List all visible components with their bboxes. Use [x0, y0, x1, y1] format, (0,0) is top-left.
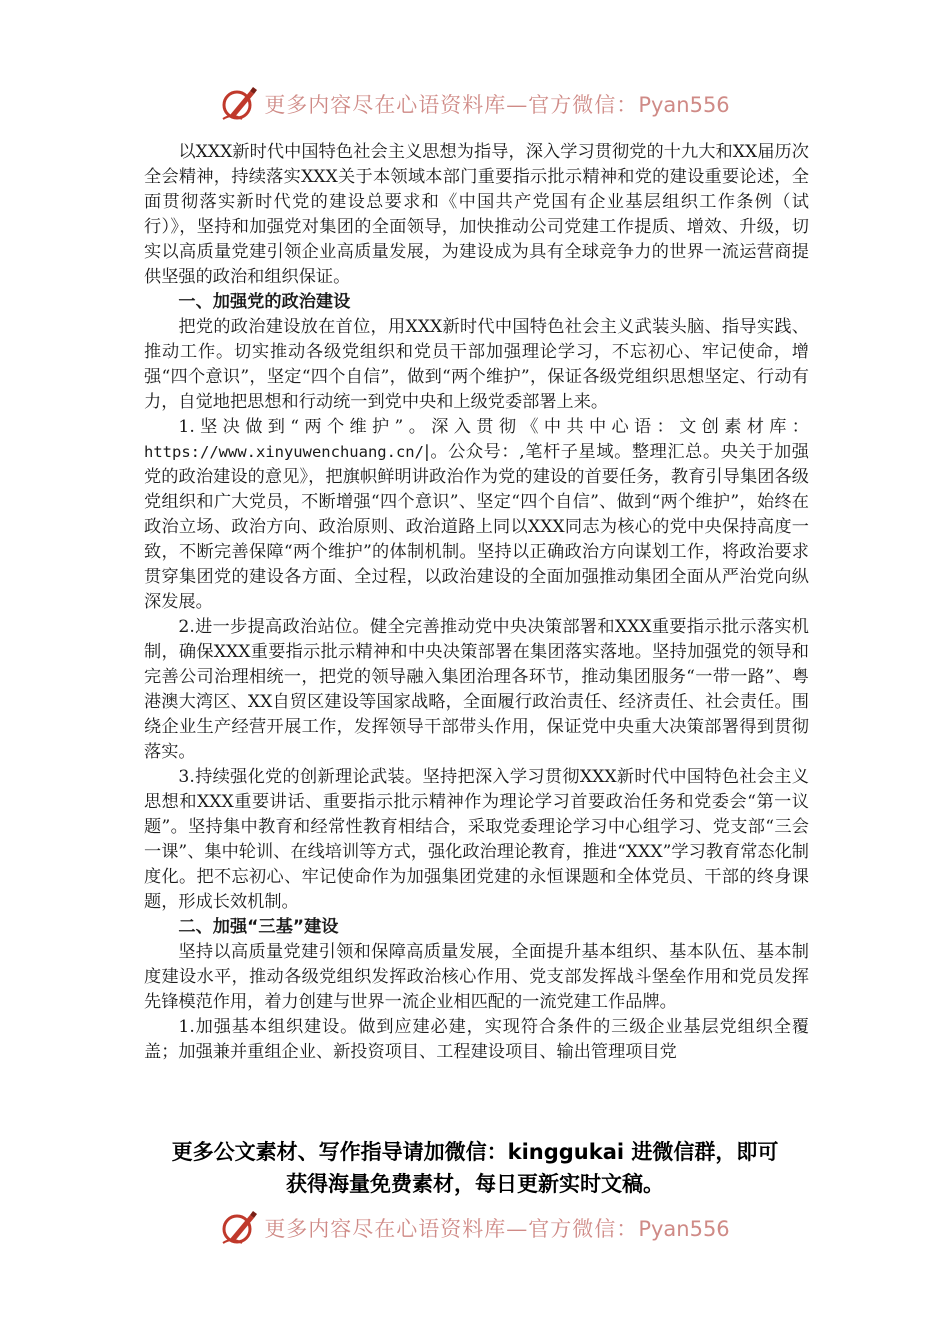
section-1-item-1 [144, 415, 809, 615]
source-url-link[interactable]: https://www.xinyuwenchuang.cn/ [144, 443, 424, 461]
banner-text-cn: 更多内容尽在心语资料库—官方微信： [264, 93, 639, 117]
footer-banner-text [264, 1213, 729, 1243]
section-2-heading: 二、加强“三基”建设 [178, 917, 339, 937]
section-1-item-2: 2.进一步提高政治站位。健全完善推动党中央决策部署和XXX重要指示批示落实机制，确保XXX重要指示批示精神和中央决策部署在集团落实落地。坚持加强党的领导和完善公司治理相统一，把党的领导融入集团治理各环节，推动集团服务“一带一路”、粤港澳大湾区、XX自贸区建设等国家战略，全面履行政治责任、经济责任、社会责任。围绕企业生产经营开展工作，发挥领导干部带头作用，保证党中央重大决策部署得到贯彻落实。 [144, 617, 809, 762]
banner-wechat-id: Pyan556 [638, 93, 730, 117]
promo-line-1: 更多公文素材、写作指导请加微信：kinggukai 进微信群，即可 [171, 1140, 779, 1164]
banner-wechat-id: Pyan556 [638, 1217, 730, 1241]
pen-logo-icon [220, 85, 260, 123]
footer-banner [0, 1208, 950, 1248]
section-1-item-1-rest: |。公众号：,笔杆子星域。整理汇总。央关于加强党的政治建设的意见》，把旗帜鲜明讲政治作为党的建设的首要任务，教育引导集团各级党组织和广大党员，不断增强“四个意识”、坚定“四个自信”、做到“两个维护”，始终在政治立场、政治方向、政治原则、政治道路上同以XXX同志为核心的党中央保持高度一致，不断完善保障“两个维护”的体制机制。坚持以正确政治方向谋划工作，将政治要求贯穿集团党的建设各方面、全过程，以政治建设的全面加强推动集团全面从严治党向纵深发展。 [144, 442, 809, 612]
section-1-item-3: 3.持续强化党的创新理论武装。坚持把深入学习贯彻XXX新时代中国特色社会主义思想和XXX重要讲话、重要指示批示精神作为理论学习首要政治任务和党委会“第一议题”。坚持集中教育和经常性教育相结合，采取党委理论学习中心组学习、党支部“三会一课”、集中轮训、在线培训等方式，强化政治理论教育，推进“XXX”学习教育常态化制度化。把不忘初心、牢记使命作为加强集团党建的永恒课题和全体党员、干部的终身课题，形成长效机制。 [144, 767, 809, 912]
pen-logo-icon [220, 1209, 260, 1247]
section-1-lead: 把党的政治建设放在首位，用XXX新时代中国特色社会主义武装头脑、指导实践、推动工作。切实推动各级党组织和党员干部加强理论学习，不忘初心、牢记使命，增强“四个意识”，坚定“四个自信”，做到“两个维护”，保证各级党组织思想坚定、行动有力，自觉地把思想和行动统一到党中央和上级党委部署上来。 [144, 317, 809, 412]
section-1-item-1-prefix: 1.坚决做到“两个维护”。深入贯彻《中共中心语：文创素材库： [178, 417, 809, 437]
promo-line-2: 获得海量免费素材，每日更新实时文稿。 [286, 1172, 664, 1196]
section-2-item-1: 1.加强基本组织建设。做到应建必建，实现符合条件的三级企业基层党组织全覆盖；加强兼并重组企业、新投资项目、工程建设项目、输出管理项目党 [144, 1017, 809, 1062]
intro-paragraph: 以XXX新时代中国特色社会主义思想为指导，深入学习贯彻党的十九大和XX届历次全会精神，持续落实XXX关于本领域本部门重要指示批示精神和党的建设重要论述，全面贯彻落实新时代党的建设总要求和《中国共产党国有企业基层组织工作条例（试行）》，坚持和加强党对集团的全面领导，加快推动公司党建工作提质、增效、升级，切实以高质量党建引领企业高质量发展，为建设成为具有全球竞争力的世界一流运营商提供坚强的政治和组织保证。 [144, 142, 809, 287]
section-1-heading: 一、加强党的政治建设 [178, 292, 351, 312]
banner-text-cn: 更多内容尽在心语资料库—官方微信： [264, 1217, 639, 1241]
section-2-lead: 坚持以高质量党建引领和保障高质量发展，全面提升基本组织、基本队伍、基本制度建设水平，推动各级党组织发挥政治核心作用、党支部发挥战斗堡垒作用和党员发挥先锋模范作用，着力创建与世界一流企业相匹配的一流党建工作品牌。 [144, 942, 809, 1012]
header-banner [0, 84, 950, 124]
document-body [144, 140, 809, 1065]
promo-block [60, 1136, 890, 1200]
header-banner-text [264, 89, 729, 119]
